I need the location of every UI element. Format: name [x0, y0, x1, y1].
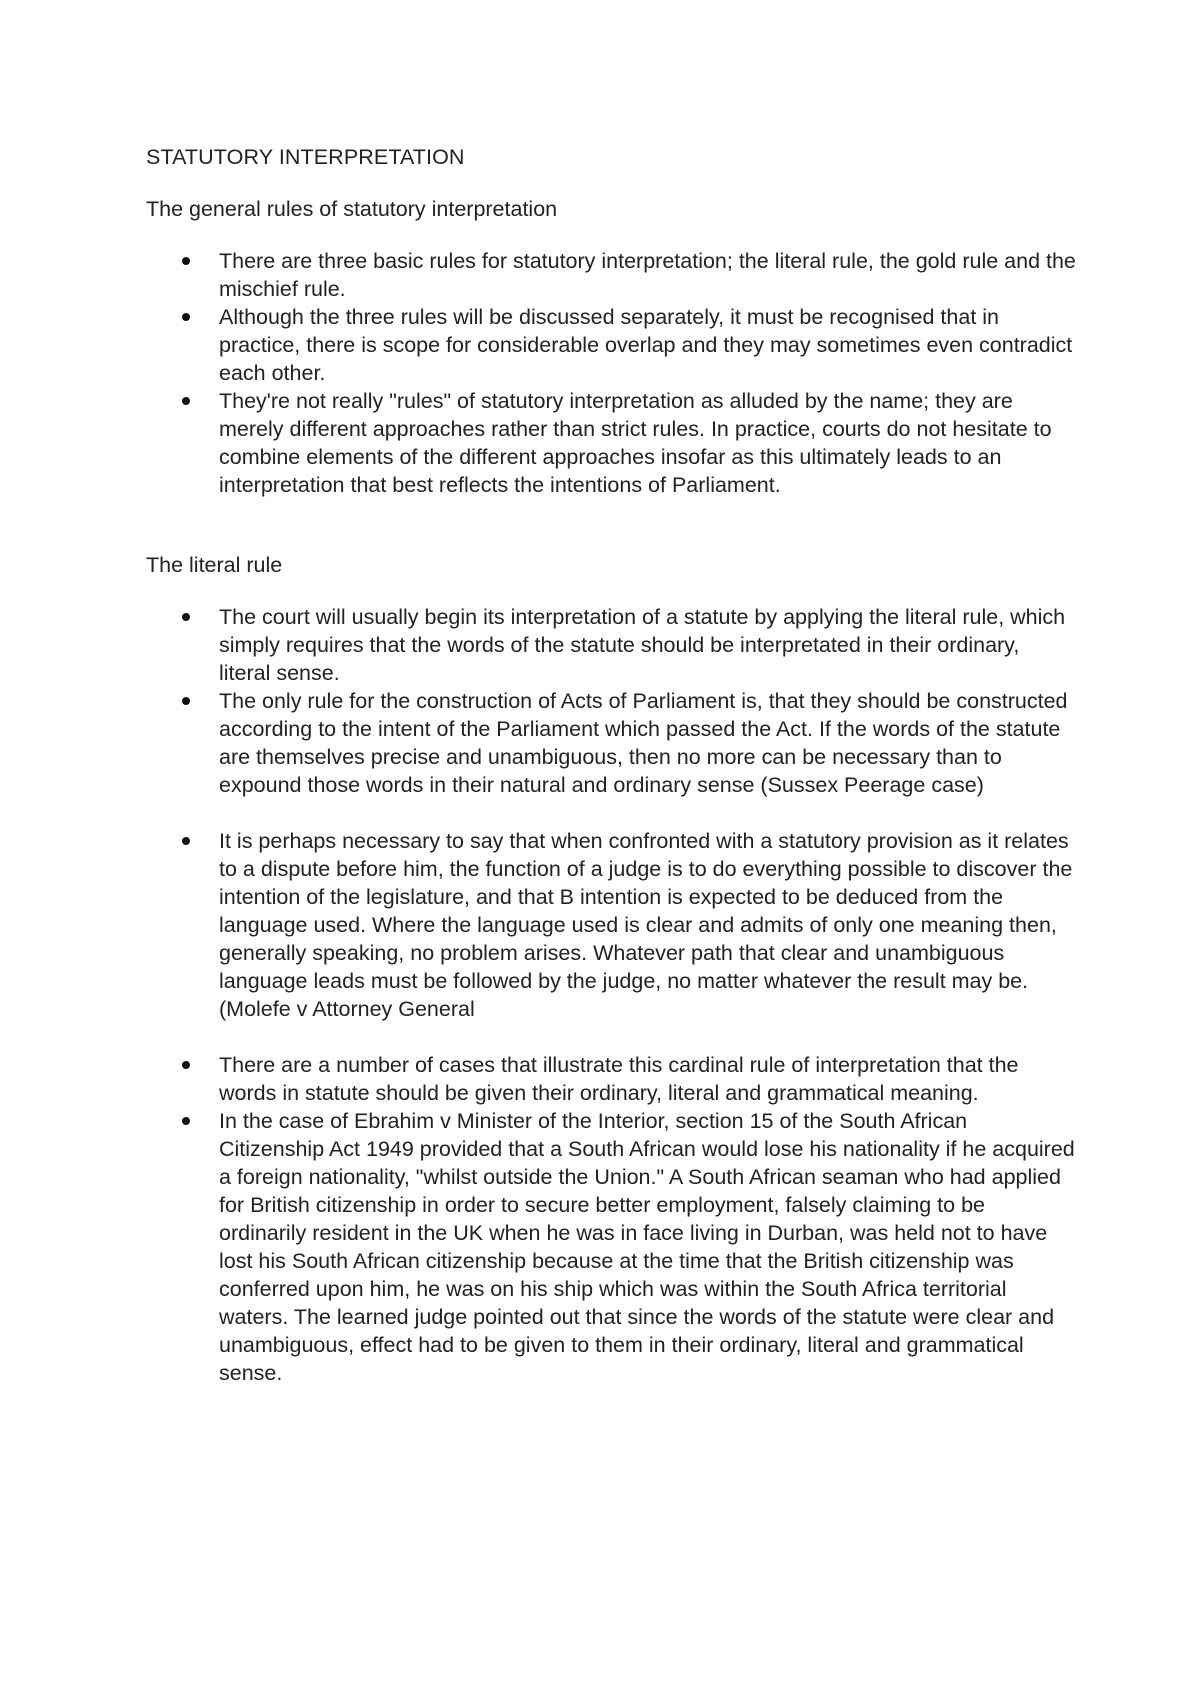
list-item-text: They're not really "rules" of statutory interpretation as alluded by the name; they are merely different approaches rather than strict rules. In practice, courts do not hesitate to combine elements of the different approaches insofar as this ultimately leads to an interpretation that best reflects the intentions of Parliament.	[219, 389, 1052, 497]
bullet-icon	[182, 1117, 190, 1125]
list-item-text: The only rule for the construction of Acts of Parliament is, that they should be constructed according to the intent of the Parliament which passed the Act. If the words of the statute are themselves precise and unambiguous, then no more can be necessary than to expound those words in their natural and ordinary sense (Sussex Peerage case)	[219, 689, 1068, 797]
bullet-icon	[182, 613, 190, 621]
section-heading-general-rules: The general rules of statutory interpretation	[146, 197, 558, 221]
list-item	[146, 603, 1076, 687]
list-item-text: There are a number of cases that illustrate this cardinal rule of interpretation that the words in statute should be given their ordinary, literal and grammatical meaning.	[219, 1053, 1019, 1105]
literal-rule-list	[146, 603, 1076, 1387]
bullet-icon	[182, 257, 190, 265]
list-item	[146, 303, 1076, 387]
list-item	[146, 687, 1076, 799]
bullet-icon	[182, 1061, 190, 1069]
list-item-text: It is perhaps necessary to say that when confronted with a statutory provision as it relates to a dispute before him, the function of a judge is to do everything possible to discover the intention of the legislature, and that B intention is expected to be deduced from the language used. Where the language used is clear and admits of only one meaning then, generally speaking, no problem arises. Whatever path that clear and unambiguous language leads must be followed by the judge, no matter whatever the result may be. (Molefe v Attorney General	[219, 829, 1073, 1021]
list-item-text: Although the three rules will be discussed separately, it must be recognised that in practice, there is scope for considerable overlap and they may sometimes even contradict each other.	[219, 305, 1073, 385]
bullet-icon	[182, 397, 190, 405]
section-heading-literal-rule: The literal rule	[146, 553, 283, 577]
list-item	[146, 1107, 1076, 1387]
bullet-icon	[182, 313, 190, 321]
general-rules-list	[146, 247, 1076, 499]
list-item	[146, 387, 1076, 499]
document-content	[146, 143, 1076, 1387]
list-item-text: There are three basic rules for statutory interpretation; the literal rule, the gold rule and the mischief rule.	[219, 249, 1076, 301]
list-item-text: In the case of Ebrahim v Minister of the Interior, section 15 of the South African Citizenship Act 1949 provided that a South African would lose his nationality if he acquired a foreign nationality, "whilst outside the Union." A South African seaman who had applied for British citizenship in order to secure better employment, falsely claiming to be ordinarily resident in the UK when he was in face living in Durban, was held not to have lost his South African citizenship because at the time that the British citizenship was conferred upon him, he was on his ship which was within the South Africa territorial waters. The learned judge pointed out that since the words of the statute were clear and unambiguous, effect had to be given to them in their ordinary, literal and grammatical sense.	[219, 1109, 1075, 1385]
list-item	[146, 247, 1076, 303]
list-item	[146, 827, 1076, 1023]
list-item	[146, 1051, 1076, 1107]
bullet-icon	[182, 697, 190, 705]
bullet-icon	[182, 837, 190, 845]
list-item-text: The court will usually begin its interpretation of a statute by applying the literal rule, which simply requires that the words of the statute should be interpretated in their ordinary, literal sense.	[219, 605, 1066, 685]
document-title: STATUTORY INTERPRETATION	[146, 145, 465, 169]
